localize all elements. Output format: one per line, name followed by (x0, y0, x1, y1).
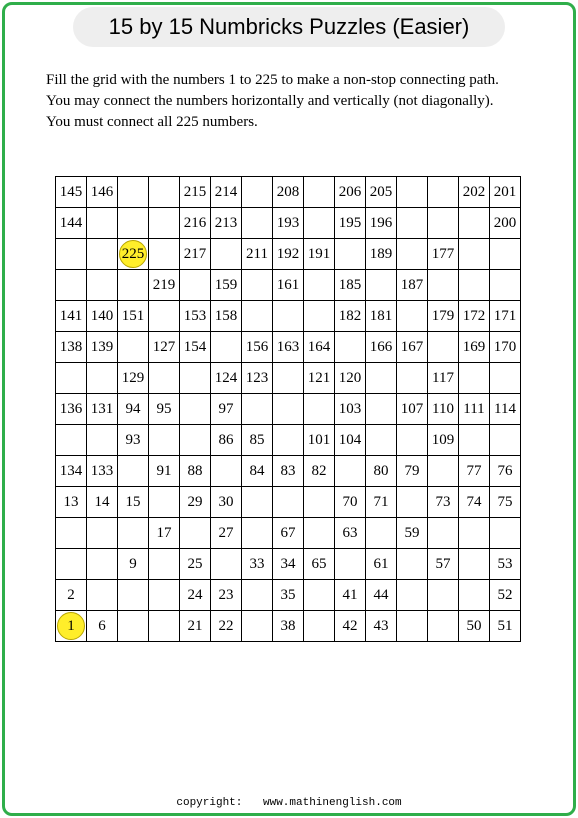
grid-cell-empty[interactable] (428, 332, 459, 363)
grid-cell-empty[interactable] (304, 487, 335, 518)
grid-cell-given: 76 (490, 456, 521, 487)
grid-row (56, 332, 521, 363)
grid-cell-empty[interactable] (273, 425, 304, 456)
grid-cell-given: 121 (304, 363, 335, 394)
instruction-line: Fill the grid with the numbers 1 to 225 to make a non-stop connecting path. (46, 72, 499, 88)
grid-cell-empty[interactable] (149, 611, 180, 642)
grid-row (56, 425, 521, 456)
grid-cell-empty[interactable] (87, 363, 118, 394)
grid-cell-given: 74 (459, 487, 490, 518)
grid-cell-given: 158 (211, 301, 242, 332)
instructions (46, 70, 556, 133)
grid-cell-empty[interactable] (56, 518, 87, 549)
grid-cell-given: 202 (459, 177, 490, 208)
grid-cell-empty[interactable] (56, 425, 87, 456)
grid-cell-given: 110 (428, 394, 459, 425)
grid-cell-given: 88 (180, 456, 211, 487)
grid-cell-given: 42 (335, 611, 366, 642)
grid-cell-empty[interactable] (459, 580, 490, 611)
grid-cell-given: 38 (273, 611, 304, 642)
grid-cell-empty[interactable] (366, 394, 397, 425)
grid-cell-given: 13 (56, 487, 87, 518)
grid-cell-empty[interactable] (490, 518, 521, 549)
grid-cell-empty[interactable] (242, 487, 273, 518)
grid-cell-empty[interactable] (180, 363, 211, 394)
grid-cell-empty[interactable] (180, 394, 211, 425)
grid-cell-given: 208 (273, 177, 304, 208)
grid-cell-empty[interactable] (118, 208, 149, 239)
grid-cell-empty[interactable] (304, 301, 335, 332)
grid-cell-empty[interactable] (366, 363, 397, 394)
grid-cell-given: 193 (273, 208, 304, 239)
grid-cell-given: 129 (118, 363, 149, 394)
grid-cell-empty[interactable] (87, 270, 118, 301)
grid-cell-empty[interactable] (211, 549, 242, 580)
grid-cell-empty[interactable] (180, 425, 211, 456)
grid-cell-given: 67 (273, 518, 304, 549)
grid-cell-given: 21 (180, 611, 211, 642)
grid-cell-given: 154 (180, 332, 211, 363)
grid-cell-given: 187 (397, 270, 428, 301)
grid-cell-empty[interactable] (149, 425, 180, 456)
grid-cell-empty[interactable] (149, 301, 180, 332)
grid-cell-empty[interactable] (149, 580, 180, 611)
grid-cell-empty[interactable] (397, 549, 428, 580)
grid-cell-given: 120 (335, 363, 366, 394)
grid-cell-empty[interactable] (87, 518, 118, 549)
grid-cell-given: 138 (56, 332, 87, 363)
grid-row (56, 394, 521, 425)
grid-cell-empty[interactable] (211, 456, 242, 487)
grid-cell-empty[interactable] (87, 239, 118, 270)
grid-cell-given: 29 (180, 487, 211, 518)
grid-cell-empty[interactable] (397, 611, 428, 642)
grid-cell-given: 195 (335, 208, 366, 239)
grid-cell-given: 114 (490, 394, 521, 425)
grid-cell-empty[interactable] (428, 177, 459, 208)
grid-cell-empty[interactable] (211, 239, 242, 270)
grid-cell-given: 9 (118, 549, 149, 580)
grid-cell-empty[interactable] (428, 518, 459, 549)
grid-cell-given: 156 (242, 332, 273, 363)
grid-cell-empty[interactable] (428, 270, 459, 301)
grid-cell-empty[interactable] (118, 456, 149, 487)
grid-cell-empty[interactable] (149, 177, 180, 208)
grid-cell-empty[interactable] (242, 518, 273, 549)
grid-cell-empty[interactable] (490, 270, 521, 301)
numbricks-grid (55, 176, 521, 642)
grid-cell-given: 159 (211, 270, 242, 301)
grid-cell-empty[interactable] (149, 363, 180, 394)
grid-cell-given: 153 (180, 301, 211, 332)
grid-cell-given: 145 (56, 177, 87, 208)
grid-cell-empty[interactable] (149, 208, 180, 239)
grid-cell-empty[interactable] (397, 363, 428, 394)
grid-cell-empty[interactable] (304, 394, 335, 425)
grid-cell-empty[interactable] (56, 239, 87, 270)
grid-cell-given: 73 (428, 487, 459, 518)
grid-cell-given: 200 (490, 208, 521, 239)
instruction-line: You may connect the numbers horizontally and vertically (not diagonally). (46, 93, 494, 109)
grid-cell-empty[interactable] (273, 301, 304, 332)
grid-cell-given: 43 (366, 611, 397, 642)
grid-cell-empty[interactable] (180, 518, 211, 549)
grid-cell-empty[interactable] (397, 301, 428, 332)
grid-cell-empty[interactable] (56, 363, 87, 394)
grid-cell-given: 35 (273, 580, 304, 611)
grid-cell-given: 6 (87, 611, 118, 642)
grid-cell-given: 24 (180, 580, 211, 611)
grid-cell-given: 77 (459, 456, 490, 487)
grid-cell-given (118, 239, 149, 270)
grid-row (56, 611, 521, 642)
grid-cell-given: 75 (490, 487, 521, 518)
grid-cell-given: 52 (490, 580, 521, 611)
grid-cell-empty[interactable] (490, 239, 521, 270)
grid-cell-given: 95 (149, 394, 180, 425)
grid-cell-given: 219 (149, 270, 180, 301)
grid-cell-empty[interactable] (428, 611, 459, 642)
grid-cell-given: 151 (118, 301, 149, 332)
grid-cell-given: 44 (366, 580, 397, 611)
grid-cell-given: 33 (242, 549, 273, 580)
grid-cell-given: 30 (211, 487, 242, 518)
grid-row (56, 177, 521, 208)
grid-cell-empty[interactable] (304, 208, 335, 239)
grid-cell-empty[interactable] (459, 518, 490, 549)
grid-cell-given: 206 (335, 177, 366, 208)
grid-cell-given: 17 (149, 518, 180, 549)
grid-cell-empty[interactable] (397, 177, 428, 208)
grid-cell-given: 172 (459, 301, 490, 332)
website-link[interactable]: www.mathinenglish.com (263, 797, 402, 809)
grid-cell-empty[interactable] (335, 239, 366, 270)
grid-cell-given: 136 (56, 394, 87, 425)
grid-cell-empty[interactable] (459, 270, 490, 301)
grid-cell-empty[interactable] (87, 549, 118, 580)
grid-cell-given: 179 (428, 301, 459, 332)
grid-cell-empty[interactable] (490, 425, 521, 456)
grid-cell-given: 94 (118, 394, 149, 425)
grid-cell-empty[interactable] (180, 270, 211, 301)
grid-cell-given: 82 (304, 456, 335, 487)
grid-cell-given: 51 (490, 611, 521, 642)
grid-cell-given: 216 (180, 208, 211, 239)
grid-cell-given: 101 (304, 425, 335, 456)
page-title (73, 7, 505, 47)
grid-cell-empty[interactable] (459, 425, 490, 456)
grid-cell-given: 59 (397, 518, 428, 549)
grid-cell-empty[interactable] (242, 270, 273, 301)
footer (0, 797, 578, 809)
grid-cell-given: 107 (397, 394, 428, 425)
grid-cell-given: 161 (273, 270, 304, 301)
grid-row (56, 518, 521, 549)
grid-cell-given: 111 (459, 394, 490, 425)
grid-cell-empty[interactable] (118, 580, 149, 611)
grid-cell-empty[interactable] (149, 239, 180, 270)
grid-cell-empty[interactable] (242, 177, 273, 208)
grid-cell-given (56, 611, 87, 642)
grid-cell-empty[interactable] (490, 363, 521, 394)
instruction-line: You must connect all 225 numbers. (46, 114, 258, 130)
grid-cell-given: 85 (242, 425, 273, 456)
grid-cell-given: 15 (118, 487, 149, 518)
grid-cell-given: 61 (366, 549, 397, 580)
copyright-label: copyright: (176, 797, 243, 809)
grid-cell-given: 192 (273, 239, 304, 270)
grid-cell-given: 146 (87, 177, 118, 208)
grid-cell-given: 177 (428, 239, 459, 270)
grid-cell-empty[interactable] (428, 208, 459, 239)
grid-cell-given: 185 (335, 270, 366, 301)
grid-cell-given: 181 (366, 301, 397, 332)
grid-cell-empty[interactable] (459, 549, 490, 580)
grid-cell-given: 22 (211, 611, 242, 642)
grid-row (56, 270, 521, 301)
grid-cell-empty[interactable] (87, 425, 118, 456)
grid-row (56, 363, 521, 394)
grid-cell-empty[interactable] (242, 394, 273, 425)
grid-cell-empty[interactable] (149, 487, 180, 518)
grid-cell-empty[interactable] (211, 332, 242, 363)
grid-cell-empty[interactable] (242, 580, 273, 611)
grid-cell-empty[interactable] (335, 549, 366, 580)
grid-cell-given: 134 (56, 456, 87, 487)
grid-cell-given: 63 (335, 518, 366, 549)
grid-cell-empty[interactable] (397, 487, 428, 518)
grid-cell-empty[interactable] (118, 270, 149, 301)
grid-cell-empty[interactable] (397, 425, 428, 456)
grid-cell-empty[interactable] (366, 518, 397, 549)
grid-cell-given: 79 (397, 456, 428, 487)
grid-cell-given: 25 (180, 549, 211, 580)
grid-cell-given: 215 (180, 177, 211, 208)
grid-row (56, 208, 521, 239)
grid-cell-given: 189 (366, 239, 397, 270)
grid-cell-empty[interactable] (459, 208, 490, 239)
grid-cell-given: 84 (242, 456, 273, 487)
grid-cell-empty[interactable] (335, 456, 366, 487)
grid-cell-given: 127 (149, 332, 180, 363)
grid-cell-empty[interactable] (118, 332, 149, 363)
grid-cell-empty[interactable] (118, 518, 149, 549)
grid-cell-given: 2 (56, 580, 87, 611)
grid-cell-given: 53 (490, 549, 521, 580)
page-title-text: 15 by 15 Numbricks Puzzles (Easier) (108, 14, 470, 39)
grid-cell-given: 166 (366, 332, 397, 363)
grid-cell-given: 123 (242, 363, 273, 394)
grid-cell-given: 140 (87, 301, 118, 332)
grid-cell-empty[interactable] (366, 270, 397, 301)
grid-cell-given: 191 (304, 239, 335, 270)
grid-cell-empty[interactable] (87, 208, 118, 239)
grid-cell-given: 167 (397, 332, 428, 363)
highlighted-number-circle: 1 (57, 612, 85, 640)
grid-cell-given: 217 (180, 239, 211, 270)
grid-row (56, 239, 521, 270)
grid-cell-given: 144 (56, 208, 87, 239)
grid-cell-given: 139 (87, 332, 118, 363)
grid-cell-given: 171 (490, 301, 521, 332)
grid-cell-empty[interactable] (459, 363, 490, 394)
grid-cell-given: 205 (366, 177, 397, 208)
grid-cell-given: 83 (273, 456, 304, 487)
grid-cell-empty[interactable] (397, 580, 428, 611)
grid-cell-empty[interactable] (56, 549, 87, 580)
grid-cell-given: 141 (56, 301, 87, 332)
grid-cell-empty[interactable] (273, 394, 304, 425)
grid-cell-given: 104 (335, 425, 366, 456)
grid-cell-given: 41 (335, 580, 366, 611)
grid-cell-empty[interactable] (397, 239, 428, 270)
grid-cell-given: 97 (211, 394, 242, 425)
grid-row (56, 580, 521, 611)
grid-cell-given: 91 (149, 456, 180, 487)
grid-cell-empty[interactable] (242, 208, 273, 239)
grid-cell-given: 14 (87, 487, 118, 518)
grid-cell-empty[interactable] (304, 580, 335, 611)
highlighted-number-circle: 225 (119, 240, 147, 268)
grid-row (56, 301, 521, 332)
grid-cell-given: 23 (211, 580, 242, 611)
grid-cell-given: 214 (211, 177, 242, 208)
grid-cell-given: 71 (366, 487, 397, 518)
grid-cell-empty[interactable] (118, 611, 149, 642)
grid-cell-empty[interactable] (397, 208, 428, 239)
grid-cell-empty[interactable] (304, 518, 335, 549)
grid-cell-given: 213 (211, 208, 242, 239)
grid-cell-empty[interactable] (242, 611, 273, 642)
grid-cell-empty[interactable] (304, 177, 335, 208)
grid-cell-given: 80 (366, 456, 397, 487)
grid-cell-given: 50 (459, 611, 490, 642)
grid-cell-given: 196 (366, 208, 397, 239)
grid-cell-given: 70 (335, 487, 366, 518)
grid-cell-given: 86 (211, 425, 242, 456)
grid-cell-given: 211 (242, 239, 273, 270)
grid-cell-empty[interactable] (304, 611, 335, 642)
grid-cell-empty[interactable] (273, 487, 304, 518)
grid-cell-given: 27 (211, 518, 242, 549)
grid-cell-empty[interactable] (428, 456, 459, 487)
grid-cell-given: 163 (273, 332, 304, 363)
grid-cell-given: 93 (118, 425, 149, 456)
grid-cell-empty[interactable] (273, 363, 304, 394)
grid-cell-given: 34 (273, 549, 304, 580)
grid-cell-empty[interactable] (149, 549, 180, 580)
grid-cell-given: 117 (428, 363, 459, 394)
grid-cell-given: 201 (490, 177, 521, 208)
grid-cell-given: 57 (428, 549, 459, 580)
grid-cell-given: 169 (459, 332, 490, 363)
grid-cell-empty[interactable] (366, 425, 397, 456)
grid-cell-given: 131 (87, 394, 118, 425)
grid-cell-given: 133 (87, 456, 118, 487)
grid-cell-given: 124 (211, 363, 242, 394)
grid-cell-empty[interactable] (87, 580, 118, 611)
grid-cell-empty[interactable] (428, 580, 459, 611)
grid-cell-given: 182 (335, 301, 366, 332)
grid-row (56, 456, 521, 487)
grid-row (56, 549, 521, 580)
grid-row (56, 487, 521, 518)
grid-cell-given: 65 (304, 549, 335, 580)
grid-cell-empty[interactable] (118, 177, 149, 208)
grid-cell-empty[interactable] (459, 239, 490, 270)
grid-cell-empty[interactable] (335, 332, 366, 363)
grid-cell-given: 170 (490, 332, 521, 363)
grid-cell-given: 109 (428, 425, 459, 456)
grid-cell-given: 164 (304, 332, 335, 363)
grid-cell-empty[interactable] (304, 270, 335, 301)
grid-cell-empty[interactable] (56, 270, 87, 301)
grid-cell-empty[interactable] (242, 301, 273, 332)
grid-cell-given: 103 (335, 394, 366, 425)
